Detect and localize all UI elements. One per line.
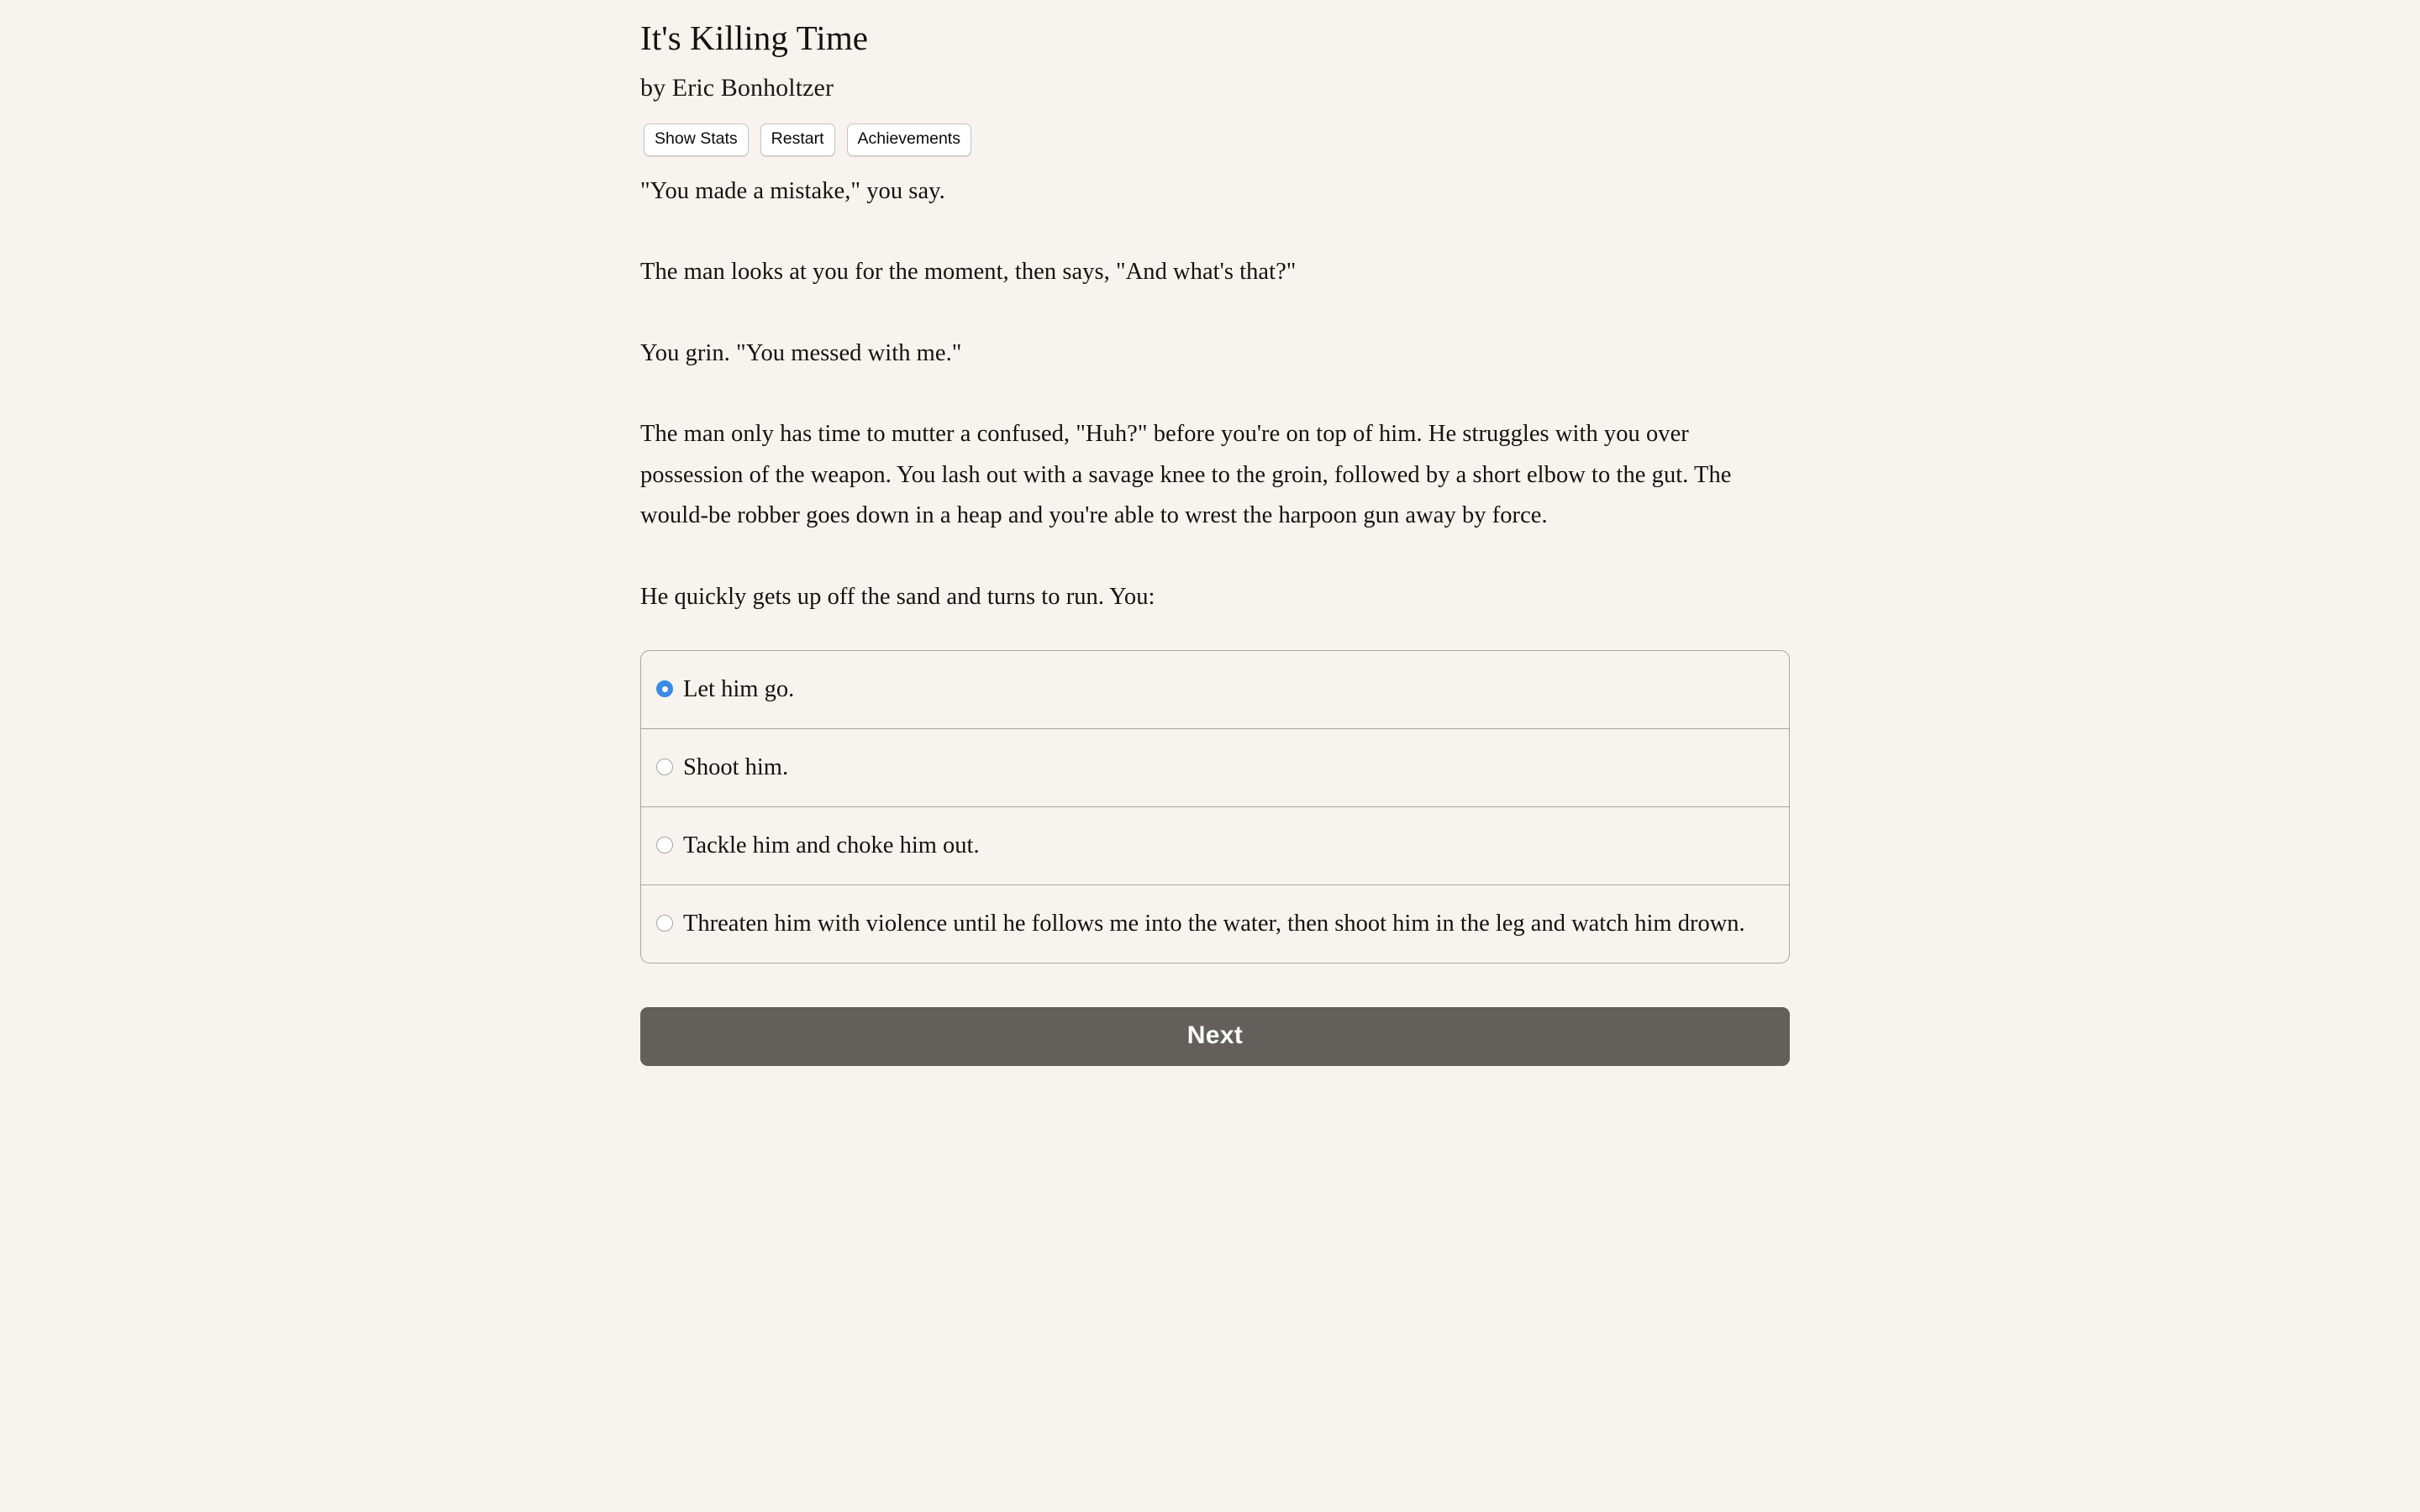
story-paragraph: The man only has time to mutter a confused, "Huh?" before you're on top of him. He struggles with you over possession of the weapon. You lash out with a savage knee to the groin, followed by a short elbow to the gut. The would-be robber goes down in a heap and you're able to wrest the harpoon gun away by force. [640,421,1732,529]
choice-label: Threaten him with violence until he follows me into the water, then shoot him in the leg and watch him drown. [683,911,1745,937]
choice-inner [656,669,1774,710]
author-byline: by Eric Bonholtzer [640,74,834,102]
choice-inner [656,826,1774,866]
choice-label: Shoot him. [683,754,789,781]
story-column [640,0,1790,1066]
choice-option[interactable] [641,807,1789,885]
choice-option[interactable] [641,651,1789,729]
choice-group [640,650,1790,963]
radio-button-icon[interactable] [656,837,673,853]
next-button[interactable]: Next [640,1007,1790,1066]
choice-option[interactable] [641,729,1789,807]
radio-button-icon[interactable] [656,680,673,697]
story-paragraph: He quickly gets up off the sand and turns to run. You: [640,583,1155,610]
page-title: It's Killing Time [640,18,869,57]
choice-inner [656,748,1774,788]
story-text [640,171,1790,618]
achievements-button[interactable]: Achievements [847,123,971,156]
restart-button[interactable]: Restart [760,123,835,156]
choice-inner [656,904,1774,944]
radio-button-icon[interactable] [656,759,673,775]
toolbar [644,123,1790,156]
radio-button-icon[interactable] [656,915,673,932]
story-paragraph: You grin. "You messed with me." [640,339,962,366]
show-stats-button[interactable]: Show Stats [644,123,749,156]
story-paragraph: The man looks at you for the moment, then says, "And what's that?" [640,259,1297,286]
choice-option[interactable] [641,885,1789,963]
choice-label: Tackle him and choke him out. [683,832,980,859]
story-paragraph: "You made a mistake," you say. [640,177,945,204]
choice-label: Let him go. [683,676,795,703]
